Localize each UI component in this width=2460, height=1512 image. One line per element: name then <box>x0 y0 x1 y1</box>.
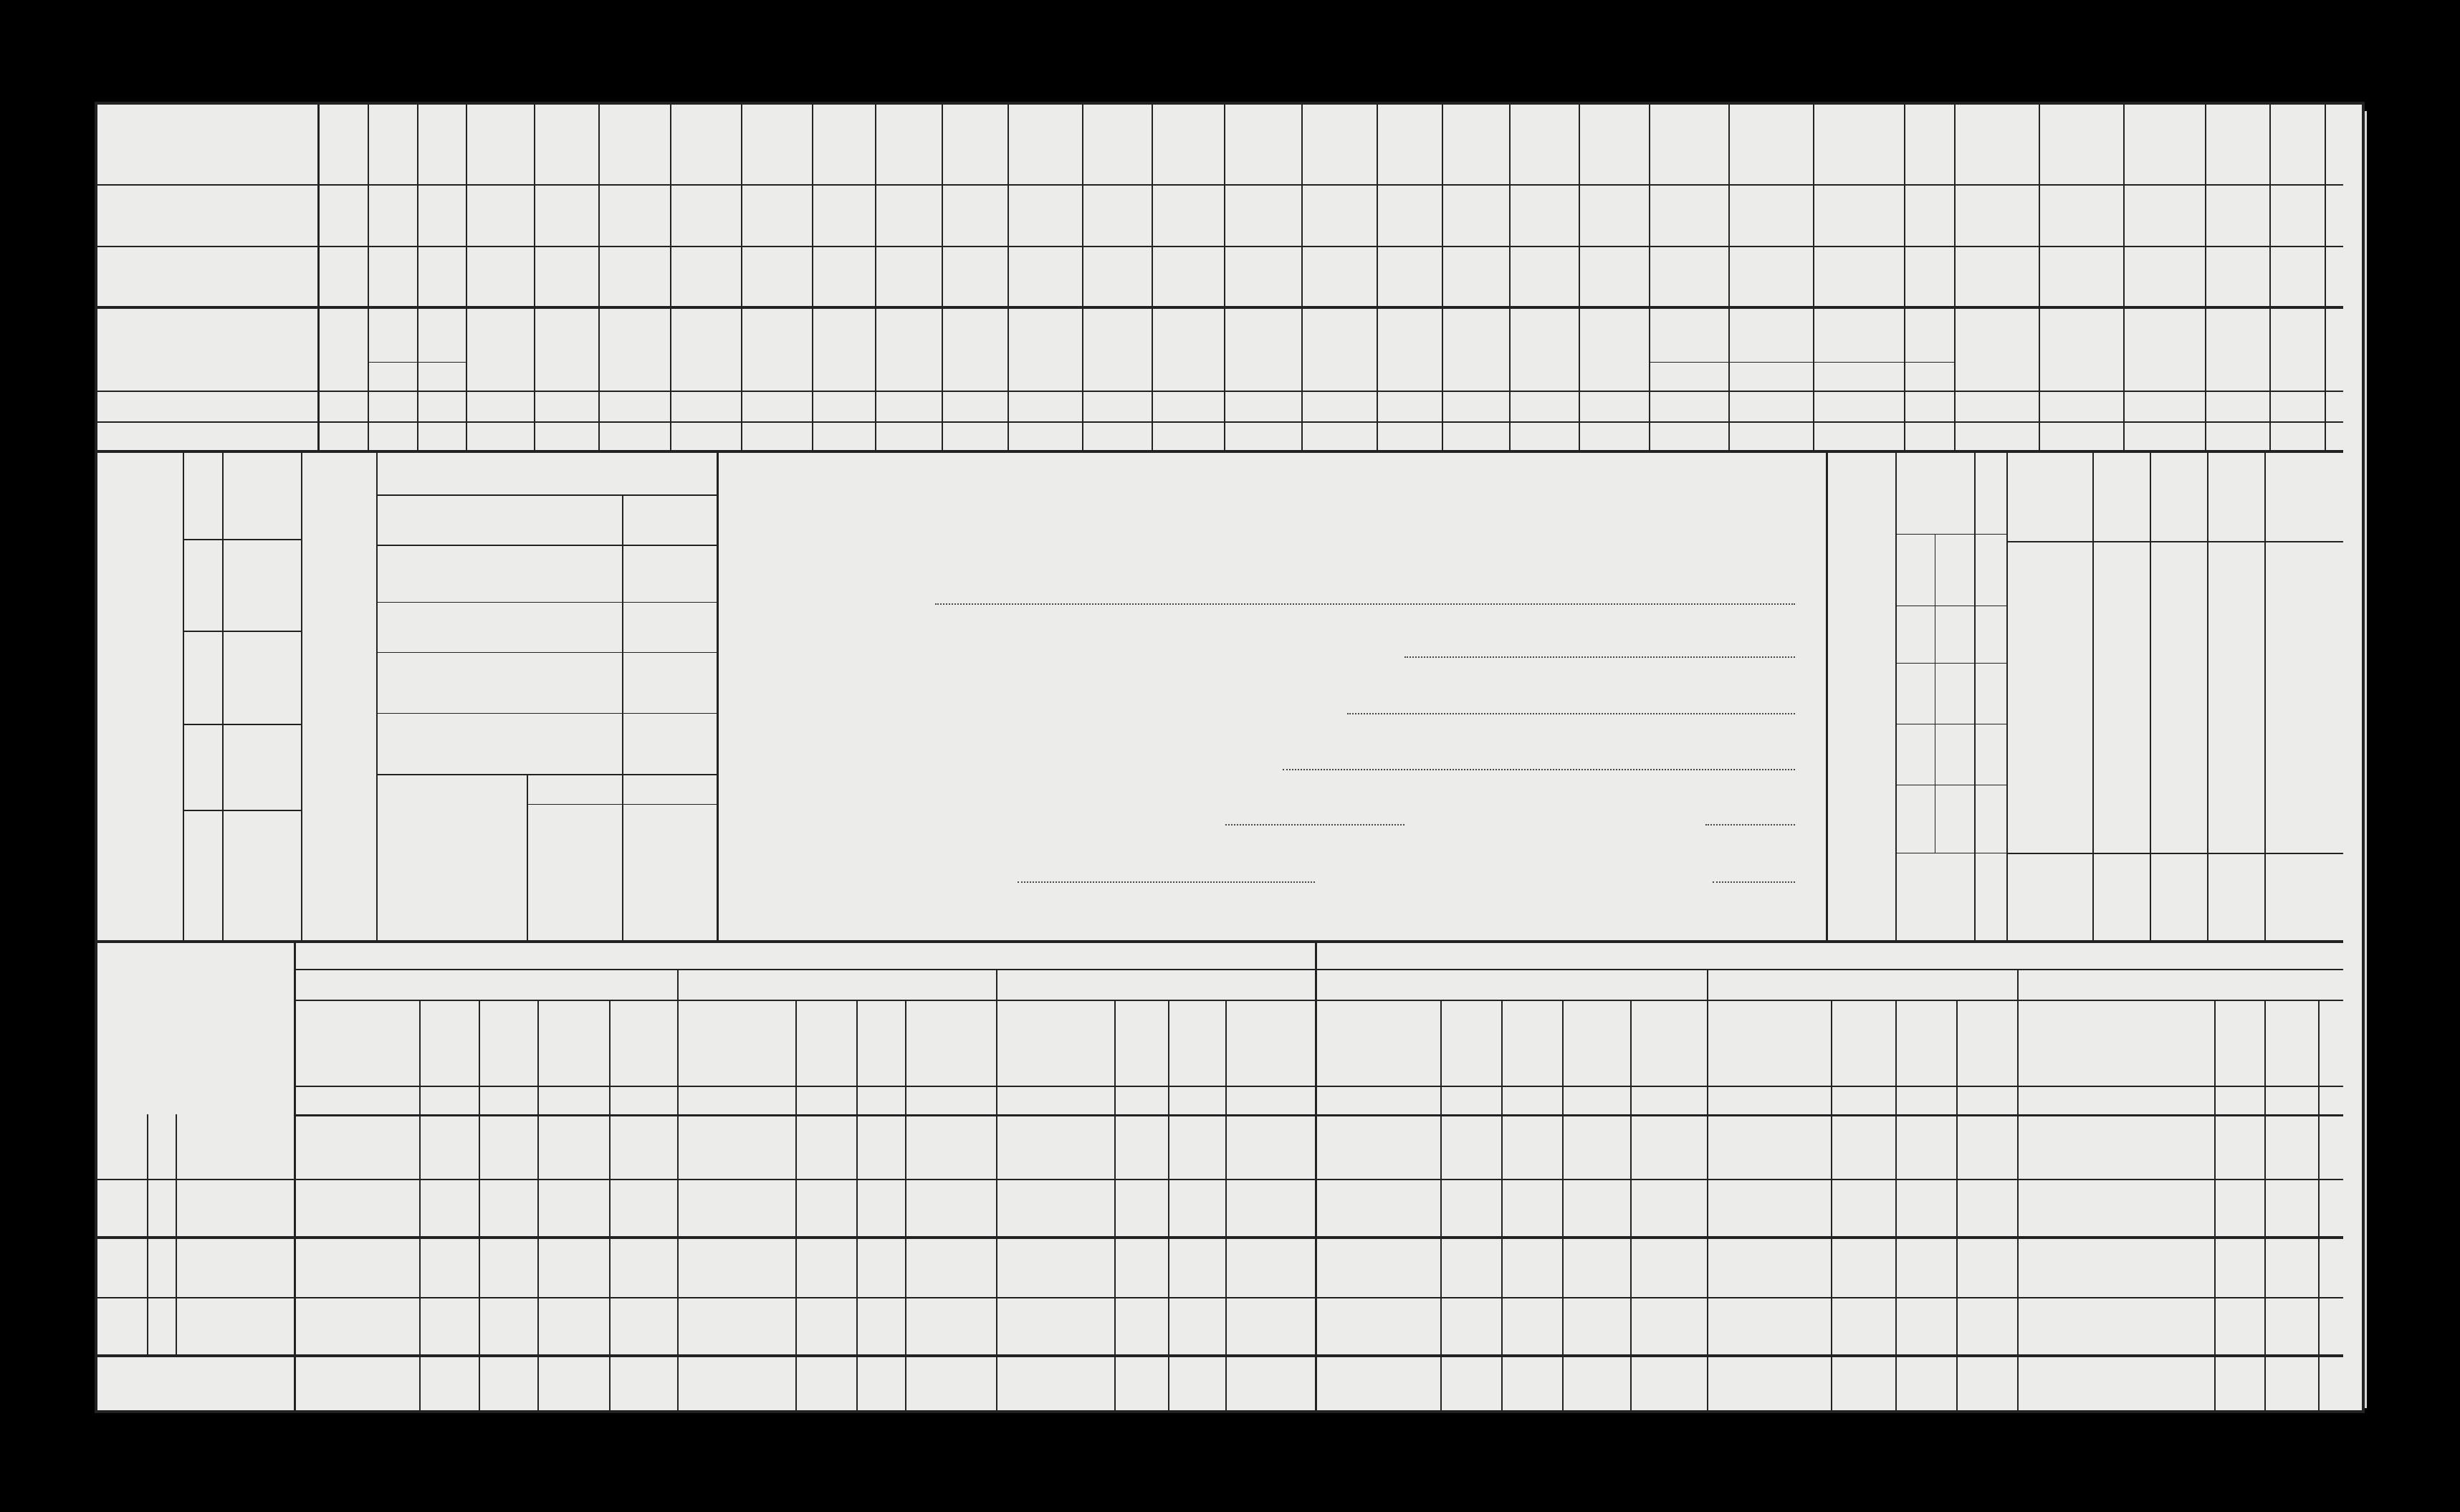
rule-line <box>376 602 717 603</box>
rule-line <box>183 631 301 632</box>
dotted-line <box>1705 824 1795 826</box>
rule-line <box>376 652 717 653</box>
rule-line <box>1442 105 1443 450</box>
rule-line <box>97 1179 2343 1180</box>
dotted-line <box>1347 713 1795 714</box>
rule-line <box>1315 940 1317 1114</box>
rule-line <box>537 1000 539 1413</box>
rule-line <box>598 105 600 450</box>
rule-line <box>294 1000 2343 1001</box>
rule-line <box>222 450 224 940</box>
rule-line <box>294 940 296 1413</box>
rule-line <box>97 246 2343 247</box>
rule-line <box>996 1000 997 1413</box>
rule-line <box>1168 1000 1169 1413</box>
rule-line <box>2207 450 2208 940</box>
dotted-line <box>1225 824 1404 826</box>
rule-line <box>677 1000 679 1413</box>
rule-line <box>1895 450 1897 940</box>
rule-line <box>2214 1000 2216 1413</box>
rule-line <box>1114 1000 1116 1413</box>
rule-line <box>1562 1000 1564 1413</box>
rule-line <box>609 1000 611 1413</box>
rule-line <box>1649 362 1954 363</box>
rule-line <box>376 494 717 496</box>
rule-line <box>183 810 301 811</box>
rule-line <box>301 450 302 940</box>
rule-line <box>1974 450 1976 940</box>
rule-line <box>376 545 717 546</box>
rule-line <box>1831 1000 1832 1413</box>
rule-line <box>527 804 717 805</box>
rule-line <box>1377 105 1378 450</box>
rule-line <box>1440 1000 1442 1413</box>
rule-line <box>417 105 418 450</box>
rule-line <box>1956 1000 1958 1413</box>
rule-line <box>368 362 466 363</box>
rule-line <box>317 105 320 450</box>
rule-line <box>2092 450 2094 940</box>
rule-line <box>741 105 742 450</box>
rule-line <box>294 969 2343 970</box>
rule-line <box>2264 450 2266 940</box>
rule-line <box>1813 105 1814 450</box>
rule-line <box>466 105 467 450</box>
rule-line <box>717 450 719 940</box>
census-card <box>95 102 2365 1413</box>
rule-line <box>368 105 369 450</box>
rule-line <box>2039 105 2040 450</box>
rule-line <box>97 306 2343 309</box>
rule-line <box>294 1114 2343 1116</box>
rule-line <box>622 774 623 940</box>
rule-line <box>1509 105 1511 450</box>
rule-line <box>1082 105 1083 450</box>
rule-line <box>1895 534 2006 535</box>
rule-line <box>97 1236 2343 1239</box>
rule-line <box>97 1297 2343 1298</box>
rule-line <box>812 105 813 450</box>
rule-line <box>2006 541 2343 542</box>
rule-line <box>479 1000 480 1413</box>
rule-line <box>670 105 671 450</box>
dotted-line <box>935 603 1795 605</box>
rule-line <box>622 494 623 774</box>
rule-line <box>2017 1000 2019 1413</box>
rule-line <box>97 421 2343 423</box>
rule-line <box>294 1086 2343 1087</box>
rule-line <box>2150 450 2151 940</box>
rule-line <box>1826 450 1828 940</box>
rule-line <box>97 940 2343 943</box>
rule-line <box>183 450 184 940</box>
dotted-line <box>1283 769 1795 770</box>
rule-line <box>942 105 943 450</box>
rule-line <box>1904 105 1905 450</box>
rule-line <box>2006 853 2343 854</box>
dotted-line <box>1713 881 1795 883</box>
dotted-line <box>1018 881 1315 883</box>
rule-line <box>183 724 301 725</box>
rule-line <box>1954 105 1956 450</box>
rule-line <box>1630 1000 1632 1413</box>
rule-line <box>1224 105 1225 450</box>
rule-line <box>2123 105 2125 450</box>
rule-line <box>2264 1000 2266 1413</box>
rule-line <box>147 1114 148 1354</box>
rule-line <box>183 539 301 540</box>
rule-line <box>1707 1000 1708 1413</box>
rule-line <box>376 450 378 940</box>
rule-line <box>2325 105 2326 450</box>
rule-line <box>2318 1000 2320 1413</box>
rule-line <box>875 105 876 450</box>
rule-line <box>97 184 2343 186</box>
rule-line <box>97 391 2343 392</box>
rule-line <box>1501 1000 1503 1413</box>
rule-line <box>1649 105 1650 450</box>
rule-line <box>376 713 717 714</box>
rule-line <box>2006 450 2008 940</box>
rule-line <box>376 774 717 775</box>
rule-line <box>1579 105 1580 450</box>
rule-line <box>1895 663 2006 664</box>
rule-line <box>1301 105 1303 450</box>
rule-line <box>176 1114 177 1354</box>
rule-line <box>97 1354 2343 1357</box>
dotted-line <box>1404 656 1795 658</box>
rule-line <box>1152 105 1153 450</box>
rule-line <box>905 1000 906 1413</box>
rule-line <box>1315 1114 1317 1413</box>
rule-line <box>1225 1000 1227 1413</box>
rule-line <box>527 774 528 940</box>
rule-line <box>2205 105 2206 450</box>
rule-line <box>1728 105 1730 450</box>
rule-line <box>1895 1000 1897 1413</box>
rule-line <box>1008 105 1009 450</box>
rule-line <box>795 1000 797 1413</box>
rule-line <box>419 1000 421 1413</box>
rule-line <box>856 1000 858 1413</box>
rule-line <box>534 105 535 450</box>
rule-line <box>2269 105 2271 450</box>
